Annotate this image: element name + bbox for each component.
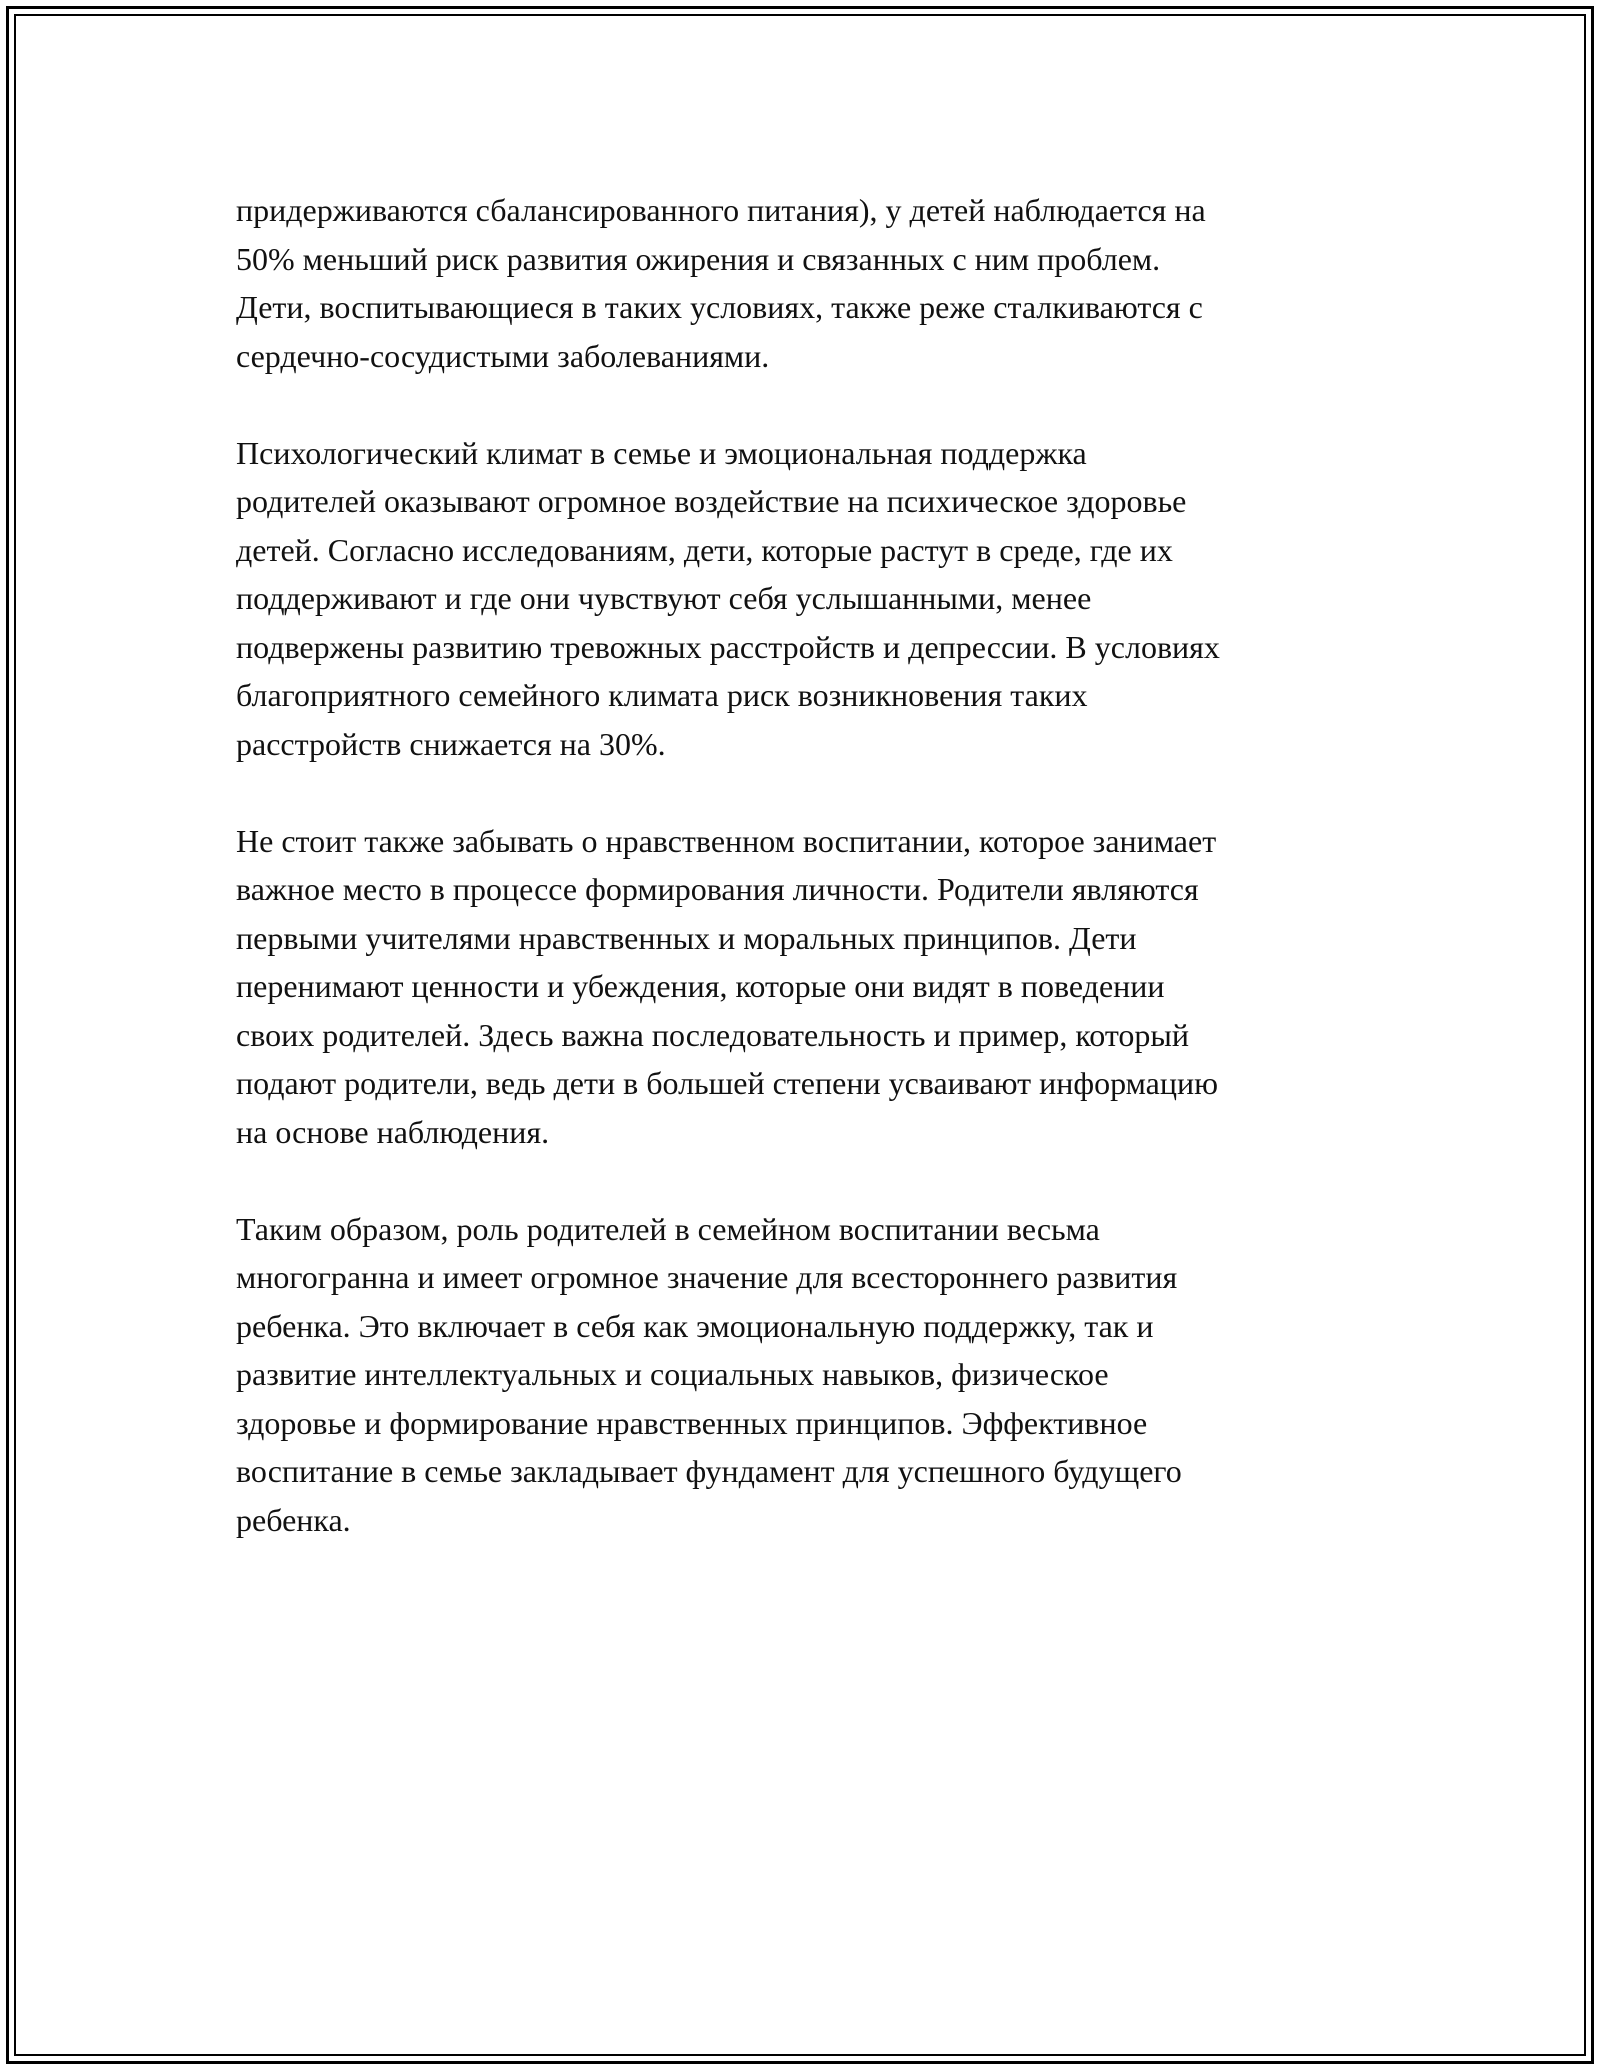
text-line: поддерживают и где они чувствуют себя услышанными, менее xyxy=(236,580,1092,616)
text-line: Дети, воспитывающиеся в таких условиях, также реже сталкиваются с xyxy=(236,289,1203,325)
text-line: ребенка. Это включает в себя как эмоциональную поддержку, так и xyxy=(236,1307,1154,1344)
text-line: детей. Согласно исследованиям, дети, которые растут в среде, где их xyxy=(236,531,1173,568)
text-line: своих родителей. Здесь важна последовательность и пример, который xyxy=(236,1016,1190,1053)
text-line: родителей оказывают огромное воздействие на психическое здоровье xyxy=(236,483,1187,519)
paragraph-psychological-climate xyxy=(236,429,1416,769)
text-line: перенимают ценности и убеждения, которые они видят в поведении xyxy=(236,968,1165,1004)
paragraph-nutrition xyxy=(236,186,1416,380)
text-line: 50% меньший риск развития ожирения и связанных с ним проблем. xyxy=(236,240,1161,277)
text-line: многогранна и имеет огромное значение для всестороннего развития xyxy=(236,1259,1178,1295)
text-line: подвержены развитию тревожных расстройств и депрессии. В условиях xyxy=(236,628,1220,665)
text-line: расстройств снижается на 30%. xyxy=(236,725,666,762)
text-line: развитие интеллектуальных и социальных навыков, физическое xyxy=(236,1356,1109,1392)
text-line: сердечно-сосудистыми заболеваниями. xyxy=(236,337,770,374)
text-line: Не стоит также забывать о нравственном воспитании, которое занимает xyxy=(236,822,1217,859)
text-line: благоприятного семейного климата риск возникновения таких xyxy=(236,677,1088,713)
text-line: ребенка. xyxy=(236,1501,351,1538)
text-line: важное место в процессе формирования личности. Родители являются xyxy=(236,871,1199,907)
text-line: придерживаются сбалансированного питания), у детей наблюдается на xyxy=(236,192,1206,228)
text-line: подают родители, ведь дети в большей степени усваивают информацию xyxy=(236,1065,1219,1101)
text-line: первыми учителями нравственных и моральных принципов. Дети xyxy=(236,919,1137,956)
paragraph-moral-education xyxy=(236,817,1416,1157)
text-line: на основе наблюдения. xyxy=(236,1113,550,1150)
text-line: Таким образом, роль родителей в семейном воспитании весьма xyxy=(236,1210,1100,1247)
document-body xyxy=(236,186,1416,1593)
text-line: здоровье и формирование нравственных принципов. Эффективное xyxy=(236,1404,1148,1441)
text-line: Психологический климат в семье и эмоциональная поддержка xyxy=(236,434,1087,471)
text-line: воспитание в семье закладывает фундамент для успешного будущего xyxy=(236,1453,1182,1489)
paragraph-conclusion xyxy=(236,1205,1416,1545)
